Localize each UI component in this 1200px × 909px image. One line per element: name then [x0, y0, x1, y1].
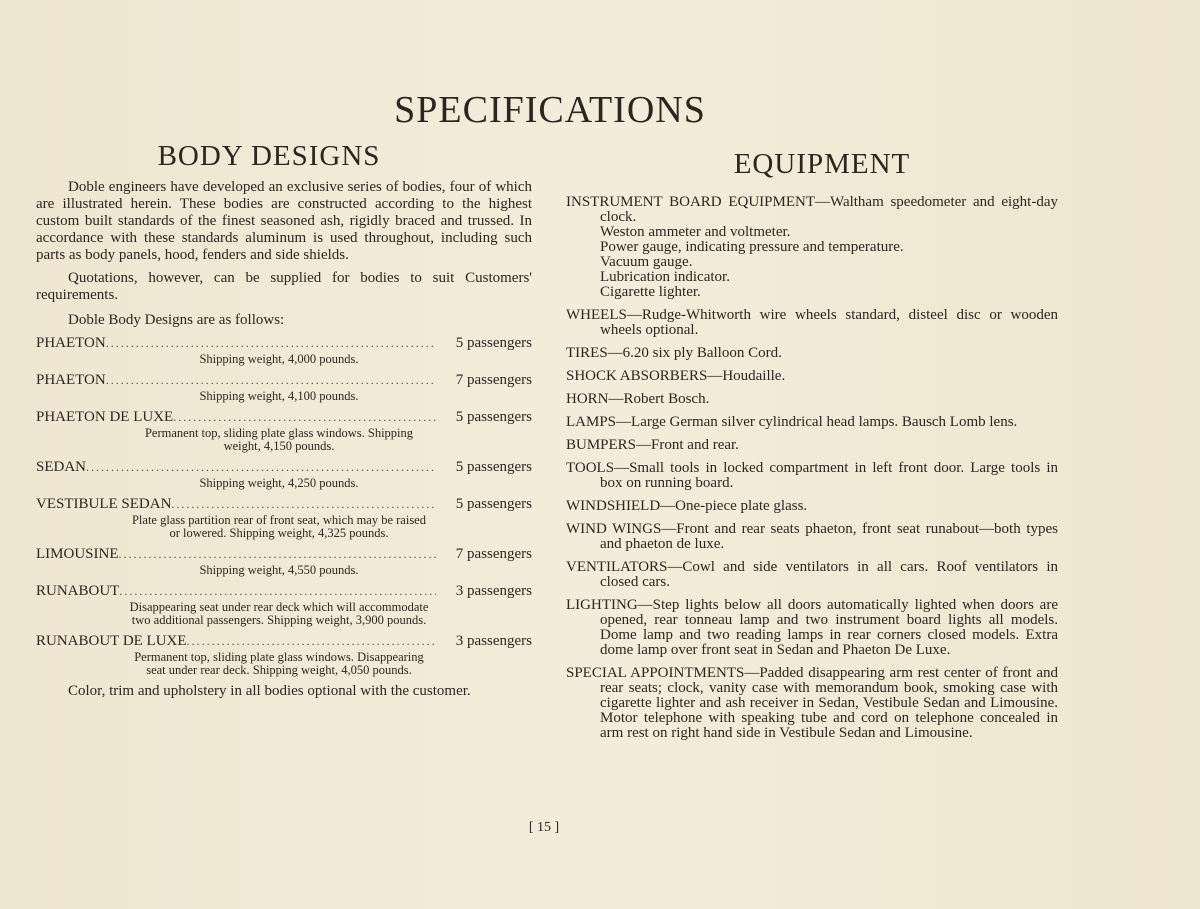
body-design-item: [36, 409, 532, 453]
equipment-item: LAMPS—Large German silver cylindrical head lamps. Bausch Lomb lens.: [566, 414, 1018, 430]
equipment-subline: Power gauge, indicating pressure and temperature.: [600, 239, 904, 255]
equipment-label: VENTILATORS: [566, 559, 668, 575]
equipment-label: LAMPS: [566, 414, 617, 430]
body-design-item: [36, 496, 532, 540]
quotations-paragraph: Quotations, however, can be supplied for bodies to suit Customers' requirements.: [36, 270, 532, 303]
equipment-text: Houdaille.: [722, 368, 786, 384]
equipment-item: WINDSHIELD—One-piece plate glass.: [566, 498, 808, 514]
list-intro: Doble Body Designs are as follows:: [68, 312, 285, 328]
body-design-name: LIMOUSINE: [36, 546, 119, 562]
equipment-label: WIND WINGS: [566, 521, 662, 537]
equipment-item: INSTRUMENT BOARD EQUIPMENT—Waltham speedometer and eight-day clock. Weston ammeter and voltmeter. Power gauge, indicating pressure and temperature. Vacuum gauge. Lubrication indicator. Cigarette lighter.: [566, 194, 1058, 300]
body-design-name: PHAETON: [36, 335, 106, 351]
equipment-text: Robert Bosch.: [623, 391, 710, 407]
passenger-count: 3 passengers: [455, 633, 532, 649]
equipment-item: BUMPERS—Front and rear.: [566, 437, 739, 453]
body-design-name: VESTIBULE SEDAN: [36, 496, 172, 512]
leader-dots: [106, 372, 436, 389]
leader-dots: [173, 409, 436, 426]
equipment-label: INSTRUMENT BOARD EQUIPMENT: [566, 194, 815, 210]
body-design-item: [36, 372, 532, 403]
body-design-note: Disappearing seat under rear deck which will accommodate two additional passengers. Shipping weight, 3,900 pounds.: [129, 600, 429, 627]
equipment-text: Front and rear seats phaeton, front seat runabout—both types and phaeton de luxe.: [600, 521, 1058, 552]
equipment-text: 6.20 six ply Balloon Cord.: [622, 345, 782, 361]
equipment-subline: Cigarette lighter.: [600, 284, 701, 300]
leader-dots: [119, 583, 436, 600]
equipment-label: WHEELS: [566, 307, 627, 323]
passenger-count: 3 passengers: [455, 583, 532, 599]
equipment-item: SHOCK ABSORBERS—Houdaille.: [566, 368, 786, 384]
equipment-text: Step lights below all doors automatically lighted when doors are opened, rear tonneau lamp and two instrument board lights all models. Dome lamp and two reading lamps in rear corners closed models. Extra dome lamp over front seat in Sedan and Phaeton De Luxe.: [600, 597, 1058, 658]
body-design-item: [36, 335, 532, 366]
body-designs-column: [36, 140, 532, 700]
body-design-note: Permanent top, sliding plate glass windows. Shipping weight, 4,150 pounds.: [144, 426, 414, 453]
equipment-item: SPECIAL APPOINTMENTS—Padded disappearing arm rest center of front and rear seats; clock, vanity case with memorandum book, smoking case with cigarette lighter and ash receiver in Sedan, Vestibule Sedan and Limousine. Motor telephone with speaking tube and cord on telephone concealed in arm rest on right hand side in Vestibule Sedan and Limousine.: [566, 665, 1058, 741]
passenger-count: 5 passengers: [455, 409, 532, 425]
body-design-name: PHAETON: [36, 372, 106, 388]
equipment-item: LIGHTING—Step lights below all doors automatically lighted when doors are opened, rear tonneau lamp and two instrument board lights all models. Dome lamp and two reading lamps in rear corners closed models. Extra dome lamp over front seat in Sedan and Phaeton De Luxe.: [566, 597, 1058, 658]
equipment-text: Front and rear.: [651, 437, 739, 453]
leader-dots: [86, 459, 436, 476]
equipment-label: SPECIAL APPOINTMENTS: [566, 665, 745, 681]
body-design-item: [36, 583, 532, 627]
equipment-item: TIRES—6.20 six ply Balloon Cord.: [566, 345, 782, 361]
passenger-count: 5 passengers: [455, 335, 532, 351]
equipment-subline: Weston ammeter and voltmeter.: [600, 224, 791, 240]
equipment-item: WHEELS—Rudge-Whitworth wire wheels standard, disteel disc or wooden wheels optional.: [566, 307, 1058, 338]
equipment-item: TOOLS—Small tools in locked compartment in left front door. Large tools in box on running board.: [566, 460, 1058, 491]
equipment-text: One-piece plate glass.: [675, 498, 808, 514]
leader-dots: [106, 335, 436, 352]
equipment-item: HORN—Robert Bosch.: [566, 391, 710, 407]
body-designs-intro: Doble engineers have developed an exclusive series of bodies, four of which are illustrated herein. These bodies are constructed according to the highest custom built standards of the finest seasoned ash, rigidly braced and trussed. In accordance with these standards aluminum is used throughout, including such parts as body panels, hood, fenders and side shields.: [36, 179, 532, 263]
body-design-note: Shipping weight, 4,250 pounds.: [199, 476, 359, 490]
equipment-label: LIGHTING: [566, 597, 638, 613]
equipment-subline: Lubrication indicator.: [600, 269, 730, 285]
equipment-label: TOOLS: [566, 460, 615, 476]
leader-dots: [187, 633, 436, 650]
page-title: SPECIFICATIONS: [394, 89, 706, 131]
body-design-note: Shipping weight, 4,000 pounds.: [199, 352, 359, 366]
equipment-text: Padded disappearing arm rest center of front and rear seats; clock, vanity case with memorandum book, smoking case with cigarette lighter and ash receiver in Sedan, Vestibule Sedan and Limousine. Motor telephone with speaking tube and cord on telephone concealed in arm rest on right hand side in Vestibule Sedan and Limousine.: [600, 665, 1058, 741]
equipment-text: Small tools in locked compartment in left front door. Large tools in box on running board.: [600, 460, 1058, 491]
passenger-count: 7 passengers: [455, 372, 532, 388]
equipment-text: Large German silver cylindrical head lamps. Bausch Lomb lens.: [631, 414, 1018, 430]
equipment-text: Cowl and side ventilators in all cars. Roof ventilators in closed cars.: [600, 559, 1058, 590]
body-design-name: SEDAN: [36, 459, 87, 475]
equipment-label: TIRES: [566, 345, 608, 361]
equipment-label: BUMPERS: [566, 437, 637, 453]
passenger-count: 5 passengers: [455, 496, 532, 512]
equipment-column: [566, 148, 1058, 749]
equipment-item: WIND WINGS—Front and rear seats phaeton, front seat runabout—both types and phaeton de luxe.: [566, 521, 1058, 552]
equipment-heading: EQUIPMENT: [733, 148, 911, 180]
equipment-subline: Vacuum gauge.: [600, 254, 693, 270]
body-design-name: RUNABOUT DE LUXE: [36, 633, 187, 649]
body-design-note: Shipping weight, 4,550 pounds.: [199, 563, 359, 577]
equipment-label: WINDSHIELD: [566, 498, 661, 514]
equipment-text: Rudge-Whitworth wire wheels standard, disteel disc or wooden wheels optional.: [600, 307, 1058, 338]
passenger-count: 7 passengers: [455, 546, 532, 562]
body-design-note: Permanent top, sliding plate glass windows. Disappearing seat under rear deck. Shipping weight, 4,050 pounds.: [134, 650, 424, 677]
leader-dots: [119, 546, 437, 563]
body-design-list: [36, 335, 532, 677]
body-design-name: RUNABOUT: [36, 583, 120, 599]
equipment-item: VENTILATORS—Cowl and side ventilators in all cars. Roof ventilators in closed cars.: [566, 559, 1058, 590]
page-number: [ 15 ]: [528, 820, 560, 835]
body-designs-heading: BODY DESIGNS: [157, 140, 381, 172]
leader-dots: [171, 496, 436, 513]
equipment-text: Waltham speedometer and eight-day clock.: [600, 194, 1058, 225]
body-design-item: [36, 459, 532, 490]
body-design-note: Plate glass partition rear of front seat, which may be raised or lowered. Shipping weight, 4,325 pounds.: [131, 513, 426, 540]
closing-paragraph: Color, trim and upholstery in all bodies optional with the customer.: [68, 683, 471, 699]
passenger-count: 5 passengers: [455, 459, 532, 475]
body-design-item: [36, 633, 532, 677]
body-design-item: [36, 546, 532, 577]
body-design-name: PHAETON DE LUXE: [36, 409, 174, 425]
equipment-label: HORN: [566, 391, 609, 407]
equipment-label: SHOCK ABSORBERS: [566, 368, 708, 384]
body-design-note: Shipping weight, 4,100 pounds.: [199, 389, 359, 403]
